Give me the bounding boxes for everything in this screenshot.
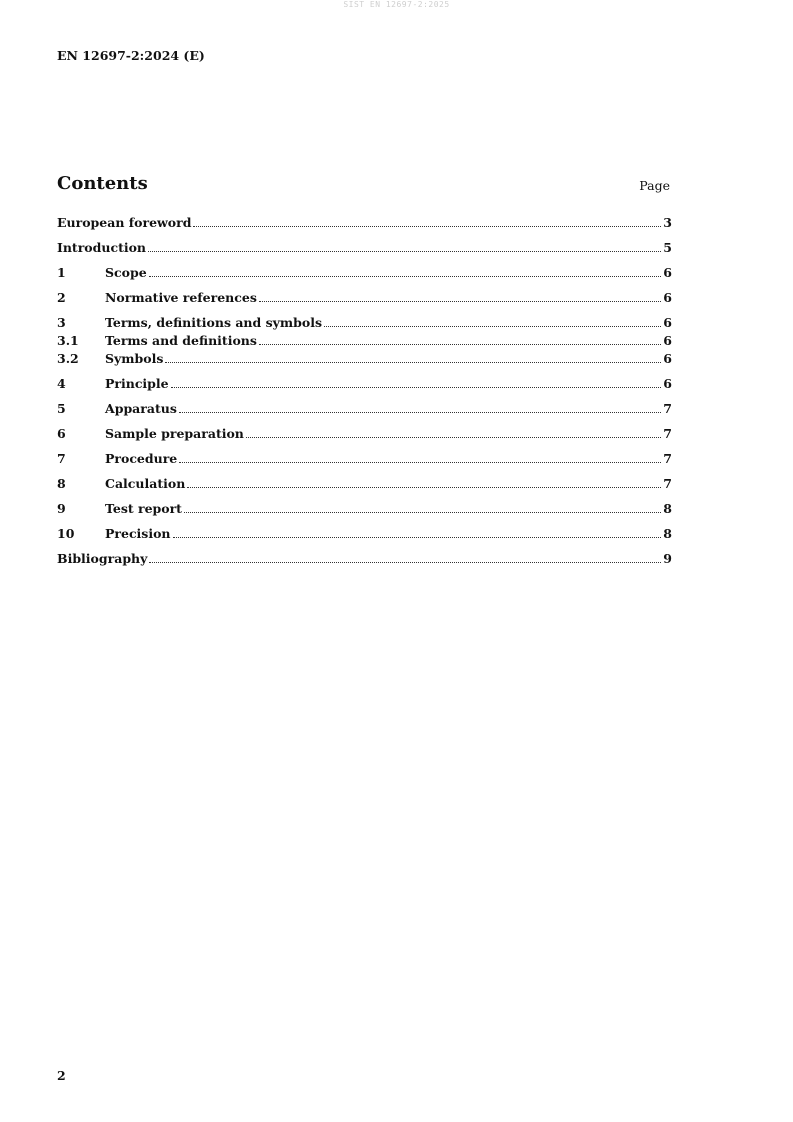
- dot-leader: [165, 361, 661, 363]
- toc-entry-page: 6: [663, 333, 672, 348]
- dot-leader: [173, 536, 662, 538]
- toc-entry-number: 2: [57, 290, 66, 305]
- toc-entry-number: 7: [57, 451, 66, 466]
- toc-entry-number: 8: [57, 476, 66, 491]
- toc-entry-principle[interactable]: [57, 376, 672, 394]
- toc-entry-number: 3: [57, 315, 66, 330]
- toc-entry-number: 3.1: [57, 333, 79, 348]
- toc-entry-title: Calculation: [105, 476, 186, 491]
- toc-entry-calculation[interactable]: [57, 476, 672, 494]
- toc-entry-number: 6: [57, 426, 66, 441]
- toc-entry-title: Scope: [105, 265, 147, 280]
- contents-title: Contents: [57, 173, 148, 194]
- toc-entry-test-report[interactable]: [57, 501, 672, 519]
- toc-entry-terms-and-definitions[interactable]: [57, 333, 672, 351]
- dot-leader: [149, 275, 662, 277]
- dot-leader: [179, 461, 661, 463]
- toc-entry-title: Sample preparation: [105, 426, 244, 441]
- toc-entry-sample-preparation[interactable]: [57, 426, 672, 444]
- dot-leader: [149, 561, 661, 563]
- toc-entry-number: 3.2: [57, 351, 79, 366]
- dot-leader: [246, 436, 661, 438]
- toc-entry-page: 7: [663, 451, 672, 466]
- toc-entry-page: 5: [663, 240, 672, 255]
- toc-entry-title: Test report: [105, 501, 182, 516]
- toc-entry-page: 6: [663, 351, 672, 366]
- toc-entry-title: European foreword: [57, 215, 192, 230]
- toc-entry-title: Symbols: [105, 351, 164, 366]
- toc-entry-precision[interactable]: [57, 526, 672, 544]
- toc-entry-page: 6: [663, 290, 672, 305]
- dot-leader: [179, 411, 661, 413]
- dot-leader: [259, 343, 661, 345]
- page-number: 2: [57, 1068, 66, 1083]
- toc-entry-page: 9: [663, 551, 672, 566]
- toc-entry-page: 6: [663, 315, 672, 330]
- dot-leader: [171, 386, 662, 388]
- toc-entry-number: 9: [57, 501, 66, 516]
- toc-entry-page: 3: [663, 215, 672, 230]
- dot-leader: [184, 511, 661, 513]
- table-of-contents: [57, 215, 672, 569]
- toc-entry-normative-references[interactable]: [57, 290, 672, 308]
- toc-entry-page: 8: [663, 526, 672, 541]
- dot-leader: [187, 486, 661, 488]
- toc-entry-number: 5: [57, 401, 66, 416]
- toc-entry-procedure[interactable]: [57, 451, 672, 469]
- toc-entry-introduction[interactable]: [57, 240, 672, 258]
- document-id: EN 12697-2:2024 (E): [57, 48, 205, 63]
- toc-entry-european-foreword[interactable]: [57, 215, 672, 233]
- toc-entry-title: Procedure: [105, 451, 178, 466]
- toc-entry-page: 6: [663, 265, 672, 280]
- toc-entry-bibliography[interactable]: [57, 551, 672, 569]
- toc-entry-title: Terms, definitions and symbols: [105, 315, 322, 330]
- toc-entry-apparatus[interactable]: [57, 401, 672, 419]
- dot-leader: [193, 225, 661, 227]
- toc-entry-terms-definitions-symbols[interactable]: [57, 315, 672, 333]
- contents-heading-row: [57, 173, 672, 197]
- toc-entry-page: 8: [663, 501, 672, 516]
- toc-entry-title: Precision: [105, 526, 171, 541]
- toc-entry-title: Apparatus: [105, 401, 177, 416]
- toc-entry-scope[interactable]: [57, 265, 672, 283]
- watermark: SIST EN 12697-2:2025: [343, 0, 450, 9]
- toc-entry-title: Bibliography: [57, 551, 148, 566]
- toc-entry-page: 7: [663, 401, 672, 416]
- toc-entry-symbols[interactable]: [57, 351, 672, 369]
- toc-entry-title: Terms and definitions: [105, 333, 257, 348]
- toc-entry-title: Normative references: [105, 290, 257, 305]
- dot-leader: [324, 325, 661, 327]
- toc-entry-page: 7: [663, 426, 672, 441]
- toc-entry-title: Principle: [105, 376, 169, 391]
- toc-entry-page: 7: [663, 476, 672, 491]
- toc-entry-title: Introduction: [57, 240, 147, 255]
- toc-entry-page: 6: [663, 376, 672, 391]
- toc-entry-number: 10: [57, 526, 75, 541]
- toc-entry-number: 4: [57, 376, 66, 391]
- dot-leader: [148, 250, 661, 252]
- toc-entry-number: 1: [57, 265, 66, 280]
- dot-leader: [259, 300, 661, 302]
- page-column-label: Page: [639, 178, 670, 193]
